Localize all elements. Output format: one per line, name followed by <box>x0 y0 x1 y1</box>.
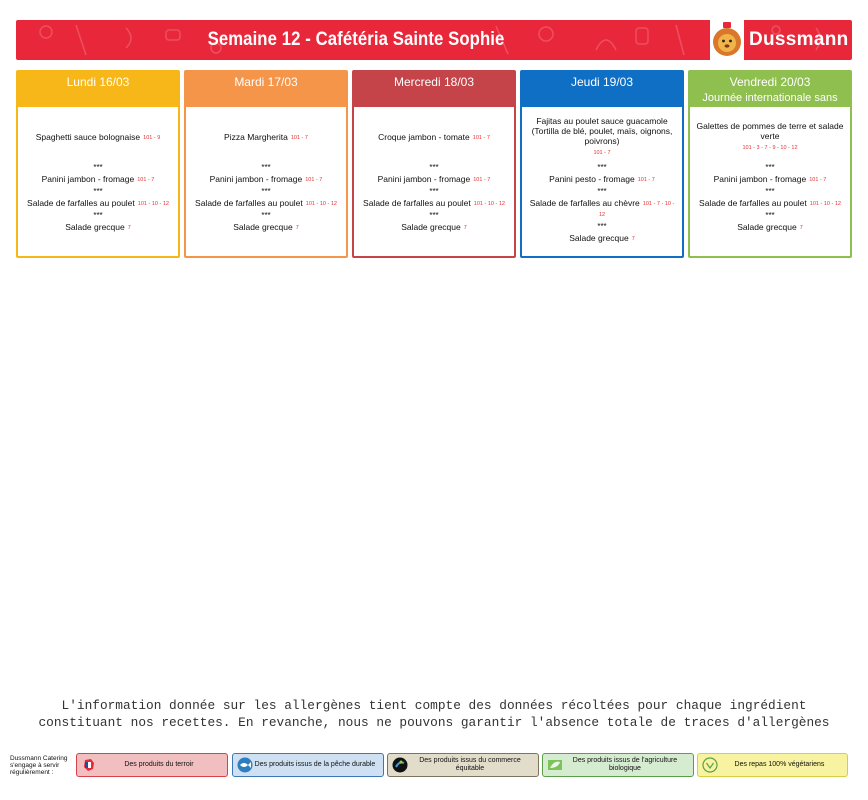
allergen-codes: 101 - 10 - 12 <box>137 201 169 207</box>
day-name: Mardi 17/03 <box>234 75 298 89</box>
legend-text: Des produits du terroir <box>124 761 194 768</box>
separator: *** <box>429 163 439 172</box>
day-subtitle: Journée internationale sans viande <box>702 92 838 119</box>
separator: *** <box>597 187 607 196</box>
menu-item <box>186 117 346 157</box>
week-menu <box>16 70 852 258</box>
dish-name <box>522 116 682 158</box>
day-header <box>354 72 514 107</box>
allergen-codes: 7 <box>295 225 299 231</box>
legend-text: Des produits issus de l'agriculture biologique <box>572 757 678 772</box>
legend-badge <box>232 753 384 777</box>
legend-badge <box>387 753 539 777</box>
dish-name <box>186 222 346 233</box>
day-column <box>16 70 180 258</box>
dish-text: Panini jambon - fromage <box>713 174 807 184</box>
dish-name <box>690 174 850 185</box>
dish-name <box>186 132 346 143</box>
menu-item <box>354 198 514 209</box>
day-header <box>186 72 346 107</box>
dish-text: Croque jambon - tomate <box>378 131 470 142</box>
separator: *** <box>765 163 775 172</box>
dish-name <box>522 198 682 220</box>
allergen-codes: 101 - 7 <box>809 177 827 183</box>
menu-item <box>522 174 682 185</box>
allergen-codes: 101 - 9 <box>143 134 161 141</box>
page-title: Semaine 12 - Cafétéria Sainte Sophie <box>207 29 505 50</box>
menu-item <box>18 174 178 185</box>
menu-item <box>186 198 346 209</box>
dish-name <box>354 222 514 233</box>
day-column <box>520 70 684 258</box>
allergen-codes: 7 <box>127 225 131 231</box>
day-menu <box>18 117 178 233</box>
commitment-legend <box>10 753 850 779</box>
separator: *** <box>765 211 775 220</box>
menu-item <box>522 198 682 220</box>
menu-item <box>690 198 850 209</box>
dish-name <box>18 132 178 143</box>
lion-mascot-icon <box>710 20 744 60</box>
menu-item <box>690 222 850 233</box>
day-name: Lundi 16/03 <box>66 75 130 89</box>
allergen-codes: 7 <box>463 225 467 231</box>
menu-item <box>186 174 346 185</box>
dish-text: Spaghetti sauce bolognaise <box>35 131 141 142</box>
allergen-codes: 7 <box>631 236 635 242</box>
organic-leaf-icon <box>547 757 563 773</box>
allergen-codes: 101 - 7 <box>637 177 655 183</box>
allergen-codes: 101 - 7 <box>305 177 323 183</box>
menu-item <box>18 222 178 233</box>
day-name: Vendredi 20/03 <box>729 75 811 89</box>
dish-text: Pizza Margherita <box>224 131 288 142</box>
menu-item <box>522 117 682 157</box>
dish-text: Salade de farfalles au chèvre <box>529 198 640 208</box>
disclaimer-line-2: constituant nos recettes. En revanche, nous ne pouvons garantir l'absence totale de traces d'allergènes <box>38 715 830 730</box>
allergen-codes: 101 - 10 - 12 <box>809 201 841 207</box>
dish-name <box>522 233 682 244</box>
separator: *** <box>93 187 103 196</box>
dish-name <box>18 198 178 209</box>
separator: *** <box>429 211 439 220</box>
menu-item <box>186 222 346 233</box>
legend-badge <box>697 753 848 777</box>
day-header <box>690 72 850 119</box>
allergen-codes: 101 - 7 - 10 - 12 <box>598 201 675 218</box>
day-menu <box>186 117 346 233</box>
allergen-codes: 101 - 7 <box>473 177 491 183</box>
dish-name <box>18 174 178 185</box>
dish-text: Panini jambon - fromage <box>41 174 135 184</box>
france-map-icon <box>81 757 97 773</box>
dish-text: Salade grecque <box>401 222 461 232</box>
menu-item <box>354 117 514 157</box>
separator: *** <box>261 211 271 220</box>
legend-badge <box>76 753 228 777</box>
legend-text: Des produits issus du commerce équitable <box>419 757 521 772</box>
separator: *** <box>261 187 271 196</box>
dish-name <box>18 222 178 233</box>
dish-name <box>522 174 682 185</box>
legend-text: Des repas 100% végétariens <box>734 761 825 768</box>
legend-label: Dussmann Catering s'engage à servir régulièrement : <box>10 755 68 776</box>
menu-item <box>18 198 178 209</box>
fairtrade-icon <box>392 757 408 773</box>
dish-name <box>354 132 514 143</box>
veggie-icon <box>702 757 718 773</box>
dish-text: Salade de farfalles au poulet <box>363 198 471 208</box>
menu-item <box>354 222 514 233</box>
menu-item <box>690 117 850 157</box>
dish-text: Salade grecque <box>65 222 125 232</box>
dish-text: Salade de farfalles au poulet <box>27 198 135 208</box>
dish-name <box>186 198 346 209</box>
dish-name <box>354 174 514 185</box>
separator: *** <box>597 222 607 231</box>
menu-item <box>354 174 514 185</box>
allergen-codes: 101 - 7 <box>137 177 155 183</box>
menu-item <box>522 233 682 244</box>
day-header <box>18 72 178 107</box>
dish-text: Galettes de pommes de terre et salade verte <box>696 121 844 141</box>
separator: *** <box>93 163 103 172</box>
dish-name <box>690 198 850 209</box>
dish-text: Salade de farfalles au poulet <box>195 198 303 208</box>
separator: *** <box>429 187 439 196</box>
separator: *** <box>765 187 775 196</box>
allergen-disclaimer <box>20 697 848 731</box>
dish-text: Panini jambon - fromage <box>209 174 303 184</box>
fish-icon <box>237 757 253 773</box>
day-name: Mercredi 18/03 <box>393 75 475 89</box>
dish-name <box>354 198 514 209</box>
day-name: Jeudi 19/03 <box>570 75 634 89</box>
separator: *** <box>597 163 607 172</box>
separator: *** <box>93 211 103 220</box>
day-column <box>184 70 348 258</box>
dish-text: Salade grecque <box>233 222 293 232</box>
dish-name <box>690 222 850 233</box>
legend-badge <box>542 753 694 777</box>
allergen-codes: 101 - 10 - 12 <box>473 201 505 207</box>
day-header <box>522 72 682 107</box>
day-menu <box>354 117 514 233</box>
day-column <box>688 70 852 258</box>
allergen-codes: 101 - 7 <box>593 150 611 156</box>
header-banner <box>16 20 852 60</box>
allergen-codes: 101 - 7 <box>472 134 490 141</box>
dish-text: Panini jambon - fromage <box>377 174 471 184</box>
allergen-codes: 7 <box>799 225 803 231</box>
dish-name <box>186 174 346 185</box>
dish-text: Salade grecque <box>737 222 797 232</box>
dish-text: Salade grecque <box>569 233 629 243</box>
dish-name <box>690 121 850 153</box>
dish-text: Fajitas au poulet sauce guacamole (Tortilla de blé, poulet, maïs, oignons, poivrons) <box>531 116 673 146</box>
day-menu <box>690 117 850 233</box>
dish-text: Panini pesto - fromage <box>549 174 635 184</box>
separator: *** <box>261 163 271 172</box>
legend-text: Des produits issus de la pêche durable <box>254 761 376 768</box>
day-column <box>352 70 516 258</box>
allergen-codes: 101 - 10 - 12 <box>305 201 337 207</box>
allergen-codes: 101 - 3 - 7 - 9 - 10 - 12 <box>742 145 798 151</box>
disclaimer-line-1: L'information donnée sur les allergènes tient compte des données récoltées pour chaque ingrédient <box>61 698 807 713</box>
dish-text: Salade de farfalles au poulet <box>699 198 807 208</box>
brand-logo: Dussmann <box>749 29 849 50</box>
menu-item <box>690 174 850 185</box>
day-menu <box>522 117 682 244</box>
allergen-codes: 101 - 7 <box>290 134 308 141</box>
menu-item <box>18 117 178 157</box>
